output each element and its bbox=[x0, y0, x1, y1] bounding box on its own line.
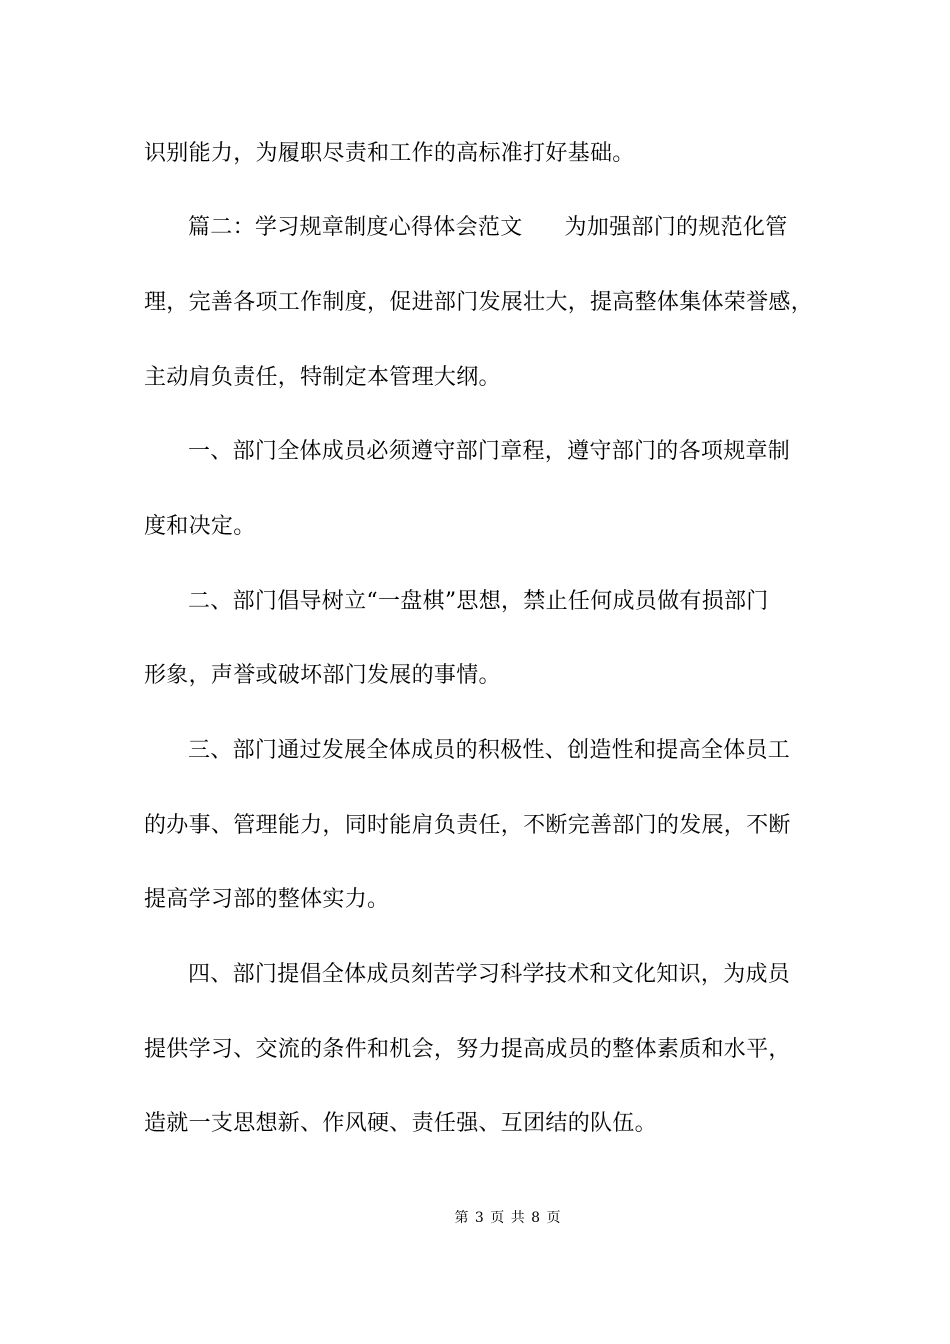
page-number-footer: 第 3 页 共 8 页 bbox=[454, 1210, 562, 1226]
paragraph-line: 理，完善各项工作制度，促进部门发展壮大，提高整体集体荣誉感， bbox=[144, 290, 814, 315]
paragraph-line: 二、部门倡导树立“一盘棋”思想，禁止任何成员做有损部门 bbox=[188, 589, 769, 614]
section-heading: 篇二：学习规章制度心得体会范文 bbox=[188, 215, 523, 240]
paragraph-line: 主动肩负责任，特制定本管理大纲。 bbox=[144, 365, 501, 390]
paragraph-line: 提高学习部的整体实力。 bbox=[144, 887, 390, 912]
paragraph-line: 三、部门通过发展全体成员的积极性、创造性和提高全体员工 bbox=[188, 738, 791, 763]
paragraph-line: 造就一支思想新、作风硬、责任强、互团结的队伍。 bbox=[144, 1111, 657, 1136]
paragraph-line: 度和决定。 bbox=[144, 514, 256, 539]
paragraph-line: 四、部门提倡全体成员刻苦学习科学技术和文化知识，为成员 bbox=[188, 962, 791, 987]
paragraph-line: 一、部门全体成员必须遵守部门章程，遵守部门的各项规章制 bbox=[188, 439, 791, 464]
paragraph-line: 提供学习、交流的条件和机会，努力提高成员的整体素质和水平， bbox=[144, 1037, 791, 1062]
paragraph-text: 为加强部门的规范化管 bbox=[564, 215, 788, 240]
paragraph-line: 的办事、管理能力，同时能肩负责任，不断完善部门的发展，不断 bbox=[144, 813, 791, 838]
paragraph-line: 识别能力，为履职尽责和工作的高标准打好基础。 bbox=[144, 141, 635, 166]
paragraph-line: 形象，声誉或破坏部门发展的事情。 bbox=[144, 663, 501, 688]
section-heading-line bbox=[188, 213, 888, 243]
